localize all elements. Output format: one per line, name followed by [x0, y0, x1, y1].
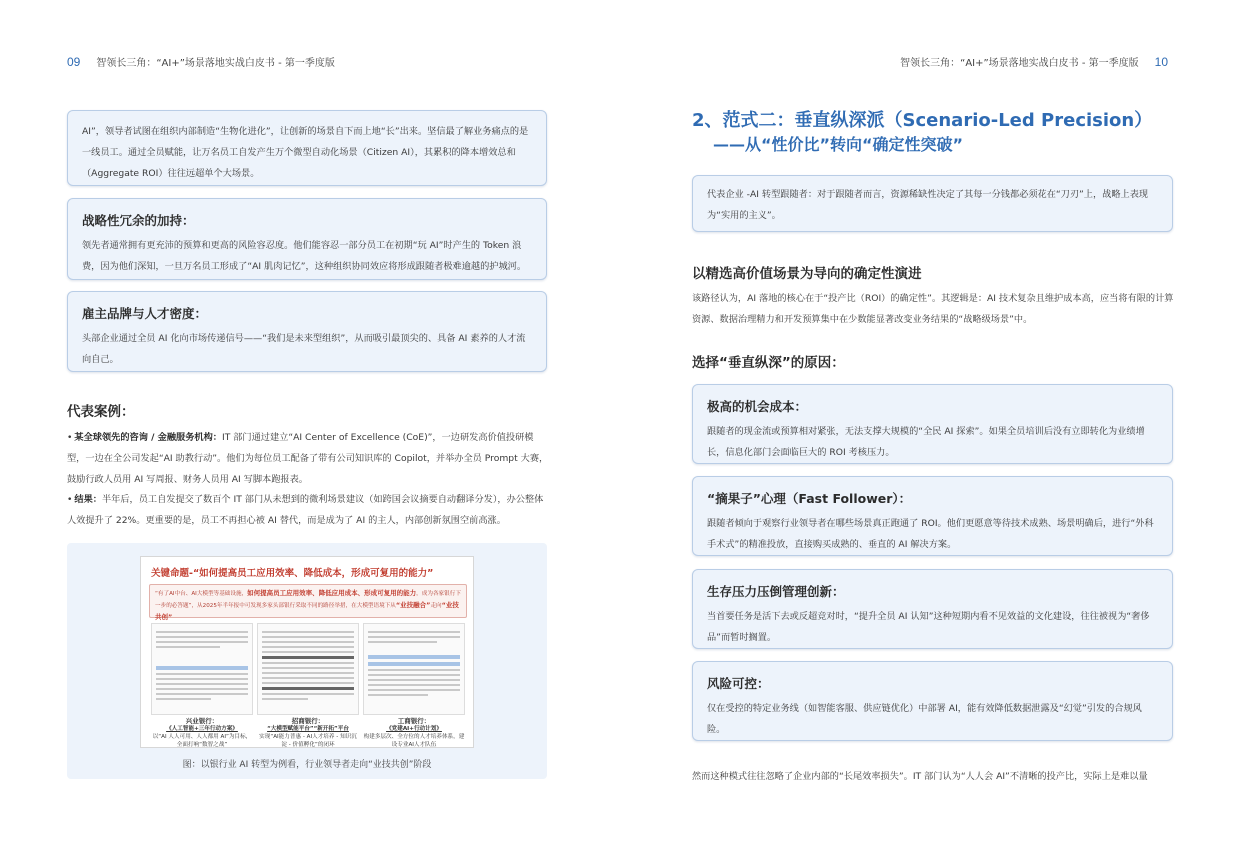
reason-3-text: 当首要任务是活下去或反超竞对时，“提升全员 AI 认知”这种短期内看不见效益的文化建设，往往被视为“奢侈品”而暂时搁置。 — [707, 611, 1150, 643]
case-bullet-2: • 结果：半年后，员工自发提交了数百个 IT 部门从未想到的微利场景建议（如跨国会议摘要自动翻译分发），办公整体人效提升了 22%。更重要的是，员工不再担心被 AI 替代，而是成为了 AI 的主人，内部创新氛围空前高涨。 — [67, 494, 544, 526]
figure-caption: 图：以银行业 AI 转型为例看，行业领导者走向“业技共创”阶段 — [182, 760, 432, 770]
reason-box-2 — [692, 476, 1173, 556]
representative-box — [692, 175, 1173, 232]
intro-text: AI”，领导者试图在组织内部制造“生物化进化”，让创新的场景自下而上地“长”出来。坚信最了解业务痛点的是一线员工。通过全员赋能，让万名员工自发产生万个微型自动化场景（Citizen AI），其累积的降本增效总和（Aggregate ROI）往往远超单个大场景。 — [82, 126, 529, 179]
representative-text: 代表企业 -AI 转型跟随者：对于跟随者而言，资源稀缺性决定了其每一分钱都必须花在“刀刃”上，战略上表现为“实用的主义”。 — [707, 189, 1149, 221]
figure-headline: 关键命题-“如何提高员工应用效率、降低成本，形成可复用的能力” — [151, 568, 434, 579]
intro-box — [67, 110, 547, 186]
reason-box-4 — [692, 661, 1173, 741]
left-running-title: 智领长三角：“AI+”场景落地实战白皮书 - 第一季度版 — [96, 58, 335, 69]
case-bullet-2-label: 结果： — [74, 494, 102, 505]
right-page-number: 10 — [1154, 54, 1168, 69]
case-bullet-1: • 某全球领先的咨询 / 金融服务机构：IT 部门通过建立“AI Center of Excellence (CoE)”，一边研发高价值投研模型，一边在全公司发起“AI 助教行动”。他们为每位员工配备了带有公司知识库的 Copilot，并举办全员 Prompt 大赛，鼓励行政人员用 AI 写周报、财务人员用 AI 写脚本跑报表。 — [67, 432, 549, 485]
section-subtitle: ——从“性价比”转向“确定性突破” — [713, 135, 964, 154]
reason-box-1 — [692, 384, 1173, 464]
bank-figure — [67, 543, 547, 779]
left-page-number: 09 — [67, 54, 81, 69]
reason-2-text: 跟随者倾向于观察行业领导者在哪些场景真正跑通了 ROI。他们更愿意等待技术成熟、场景明确后，进行“外科手术式”的精准投放，直接购买成熟的、垂直的 AI 解决方案。 — [707, 518, 1154, 550]
brand-title: 雇主品牌与人才密度： — [82, 306, 208, 321]
reason-2-title: “摘果子”心理（Fast Follower）： — [707, 491, 912, 506]
closing-paragraph: 然而这种模式往往忽略了企业内部的“长尾效率损失”。IT 部门认为“人人会 AI”不清晰的投产比，实际上是难以量 — [692, 771, 1148, 782]
bank-card-thumb-2 — [257, 623, 359, 715]
right-page — [620, 0, 1240, 847]
case-bullet-2-text: 半年后，员工自发提交了数百个 IT 部门从未想到的微利场景建议（如跨国会议摘要自动翻译分发），办公整体人效提升了 22%。更重要的是，员工不再担心被 AI 替代，而是成为了 AI 的主人，内部创新氛围空前高涨。 — [67, 494, 544, 526]
reason-3-title: 生存压力压倒管理创新： — [707, 584, 845, 599]
bank-card-caption-1: 兴业银行： 《人工智能+三年行动方案》 以“AI 人人可用、人人都用 AI”为目标，全面打响“数智之战” — [152, 717, 252, 748]
evolution-heading: 以精选高价值场景为导向的确定性演进 — [692, 266, 922, 282]
case-bullet-1-text: IT 部门通过建立“AI Center of Excellence (CoE)”，一边研发高价值投研模型，一边在全公司发起“AI 助教行动”。他们为每位员工配备了带有公司知识库的 Copilot，并举办全员 Prompt 大赛，鼓励行政人员用 AI 写周报、财务人员用 AI 写脚本跑报表。 — [67, 432, 549, 485]
reason-1-title: 极高的机会成本： — [707, 399, 808, 414]
reason-1-text: 跟随者的现金流或预算相对紧张，无法支撑大规模的“全民 AI 探索”。如果全员培训后没有立即转化为业绩增长，信息化部门会面临巨大的 ROI 考核压力。 — [707, 426, 1145, 458]
left-header — [67, 54, 335, 69]
reason-box-3 — [692, 569, 1173, 649]
bank-card-thumb-3 — [363, 623, 465, 715]
section-title: 2、范式二：垂直纵深派（Scenario-Led Precision） — [692, 110, 1153, 131]
redundancy-title: 战略性冗余的加持： — [82, 213, 195, 228]
cases-title: 代表案例： — [67, 404, 135, 420]
bank-card-caption-3: 工商银行： 《党建AI+行动计划》 构建多层次、全方位的人才培养体系，建设专业AI人才队伍 — [363, 717, 465, 748]
figure-quote: “有了AI中台、AI大模型等基础设施，如何提高员工应用效率、降低应用成本、形成可复用的能力，成为各家银行下一步的必答题”，从2025年半年报中可发现多家头部银行采取不同的路径举措，在大模型语境下从“业技融合”走向“业技共创” — [149, 584, 467, 618]
reasons-heading: 选择“垂直纵深”的原因： — [692, 355, 845, 371]
brand-text: 头部企业通过全员 AI 化向市场传递信号——“我们是未来型组织”，从而吸引最顶尖的、具备 AI 素养的人才流向自己。 — [82, 333, 526, 365]
redundancy-text: 领先者通常拥有更充沛的预算和更高的风险容忍度。他们能容忍一部分员工在初期“玩 AI”时产生的 Token 浪费，因为他们深知，一旦万名员工形成了“AI 肌肉记忆”，这种组织协同效应将形成跟随者极难逾越的护城河。 — [82, 240, 527, 272]
reason-4-text: 仅在受控的特定业务线（如智能客服、供应链优化）中部署 AI，能有效降低数据泄露及“幻觉”引发的合规风险。 — [707, 703, 1142, 735]
right-running-title: 智领长三角：“AI+”场景落地实战白皮书 - 第一季度版 — [900, 58, 1139, 69]
logic-paragraph: 该路径认为，AI 落地的核心在于“投产比（ROI）的确定性”。其逻辑是：AI 技术复杂且维护成本高，应当将有限的计算资源、数据治理精力和开发预算集中在少数能显著改变业务结果的“战略级场景”中。 — [692, 293, 1174, 325]
right-header — [900, 54, 1168, 69]
redundancy-box — [67, 198, 547, 280]
bank-card-caption-2: 招商银行： “大模型赋能平台”“新开拓”平台 实现“AI能力普惠 - AI人才培养 - 知识沉淀 - 价值孵化”的闭环 — [259, 717, 357, 748]
brand-box — [67, 291, 547, 372]
bank-figure-image — [140, 556, 474, 748]
reason-4-title: 风险可控： — [707, 676, 770, 691]
case-bullet-1-label: 某全球领先的咨询 / 金融服务机构： — [74, 432, 222, 443]
bank-card-thumb-1 — [151, 623, 253, 715]
